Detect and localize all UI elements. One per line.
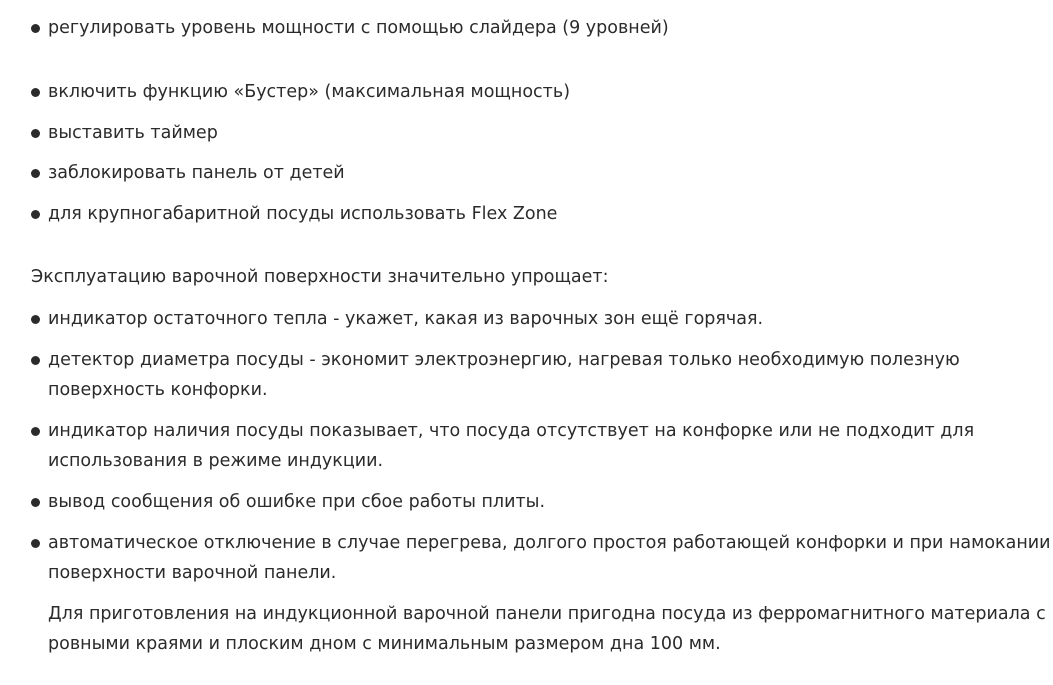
bullet-icon <box>31 210 40 219</box>
list-item-text: детектор диаметра посуды - экономит электроэнергию, нагревая только необходимую полезную поверхность конфорки. <box>48 350 960 400</box>
list-item-text: вывод сообщения об ошибке при сбое работы плиты. <box>48 492 546 512</box>
bullet-icon <box>31 88 40 97</box>
intro-paragraph: Эксплуатацию варочной поверхности значительно упрощает: <box>31 267 609 287</box>
list-item-text: заблокировать панель от детей <box>48 163 345 183</box>
list-item <box>31 487 1047 517</box>
list-item-text: регулировать уровень мощности с помощью слайдера (9 уровней) <box>48 18 669 38</box>
list-item <box>31 13 1047 43</box>
bullet-icon <box>31 315 40 324</box>
bullet-icon <box>31 498 40 507</box>
list-item-text: для крупногабаритной посуды использовать Flex Zone <box>48 204 558 224</box>
closing-paragraph: Для приготовления на индукционной варочной панели пригодна посуда из ферромагнитного материала с ровными краями и плоским дном с минимальным размером дна 100 мм. <box>48 604 1046 654</box>
list-item <box>31 304 1047 334</box>
list-item <box>31 118 1047 148</box>
list-item <box>31 345 1001 405</box>
list-item <box>31 77 1047 107</box>
bullet-icon <box>31 24 40 33</box>
bullet-icon <box>31 539 40 548</box>
list-item-text: выставить таймер <box>48 123 218 143</box>
list-item <box>31 528 1051 588</box>
list-item-text: автоматическое отключение в случае перегрева, долгого простоя работающей конфорки и при намокании поверхности варочной панели. <box>48 533 1051 583</box>
list-item <box>31 416 1021 476</box>
list-item <box>31 158 1047 188</box>
bullet-icon <box>31 356 40 365</box>
list-item <box>31 199 1047 229</box>
bullet-icon <box>31 427 40 436</box>
bullet-icon <box>31 129 40 138</box>
list-item-text: включить функцию «Бустер» (максимальная мощность) <box>48 82 571 102</box>
list-item-text: индикатор наличия посуды показывает, что посуда отсутствует на конфорке или не подходит для использования в режиме индукции. <box>48 421 975 471</box>
list-item-text: индикатор остаточного тепла - укажет, какая из варочных зон ещё горячая. <box>48 309 764 329</box>
bullet-icon <box>31 169 40 178</box>
